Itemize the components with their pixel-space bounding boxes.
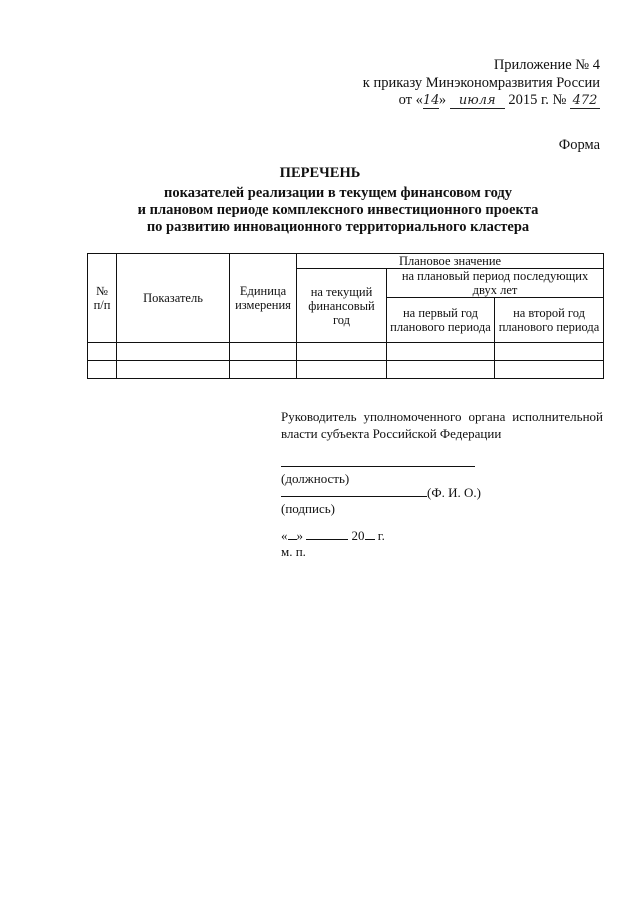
position-caption: (должность) (281, 471, 350, 486)
date-prefix: от « (398, 92, 423, 108)
subtitle-line-2: и плановом периоде комплексного инвестиционного проекта (137, 202, 539, 218)
table-cell (387, 343, 495, 361)
table-cell (88, 361, 117, 379)
table-cell (230, 343, 297, 361)
header-unit: Единица измерения (230, 254, 297, 343)
header-second-year: на второй год планового периода (495, 298, 604, 343)
signature-head (281, 408, 603, 442)
subtitle-line-1: показателей реализации в текущем финансовом году (163, 185, 513, 201)
name-block (281, 484, 481, 517)
handwritten-order-number: 472 (570, 94, 600, 109)
indicators-table (87, 253, 604, 379)
table-cell (495, 343, 604, 361)
table-cell (117, 361, 230, 379)
appendix-number: Приложение № 4 (493, 57, 600, 73)
date-mid: » (438, 92, 447, 108)
document-title: ПЕРЕЧЕНЬ (279, 165, 361, 181)
year-text: 2015 г. № (508, 92, 567, 108)
header-first-year: на первый год планового периода (387, 298, 495, 343)
table-row (88, 343, 604, 361)
table-cell (230, 361, 297, 379)
document-subtitle (0, 185, 640, 236)
handwritten-day: 14 (422, 93, 440, 108)
order-reference: к приказу Минэкономразвития России (362, 74, 600, 91)
date-open-quote: « (281, 528, 288, 543)
order-date-line (363, 92, 600, 110)
table-cell (387, 361, 495, 379)
position-line (281, 465, 475, 467)
year-suffix: г. (377, 528, 385, 543)
year-blank (365, 529, 375, 540)
header-indicator: Показатель (117, 254, 230, 343)
handwritten-month: июля (450, 94, 505, 109)
header-planning-period: на плановый период последующих двух лет (387, 269, 604, 298)
date-close-quote: » (296, 528, 303, 543)
subtitle-line-3: по развитию инновационного территориального кластера (146, 219, 530, 235)
year-prefix: 20 (351, 528, 365, 543)
table-cell (495, 361, 604, 379)
table-cell (297, 361, 387, 379)
day-blank (288, 529, 297, 540)
table-row (88, 361, 604, 379)
signature-line (281, 484, 427, 497)
date-block (281, 528, 385, 560)
header-current-year: на текущий финансовый год (297, 269, 387, 343)
signature-caption: (подпись) (281, 501, 335, 516)
form-label: Форма (558, 137, 600, 153)
table-cell (88, 343, 117, 361)
position-block (281, 455, 475, 487)
stamp-place: м. п. (281, 544, 306, 559)
header-num: № п/п (88, 254, 117, 343)
header-row-1 (88, 254, 604, 269)
appendix-header (363, 57, 600, 110)
table-cell (297, 343, 387, 361)
month-blank (306, 529, 348, 540)
fio-caption: (Ф. И. О.) (427, 485, 481, 500)
table-cell (117, 343, 230, 361)
header-planned-value: Плановое значение (297, 254, 604, 269)
signatory-title: Руководитель уполномоченного органа исполнительной власти субъекта Российской Федерации (281, 409, 603, 441)
